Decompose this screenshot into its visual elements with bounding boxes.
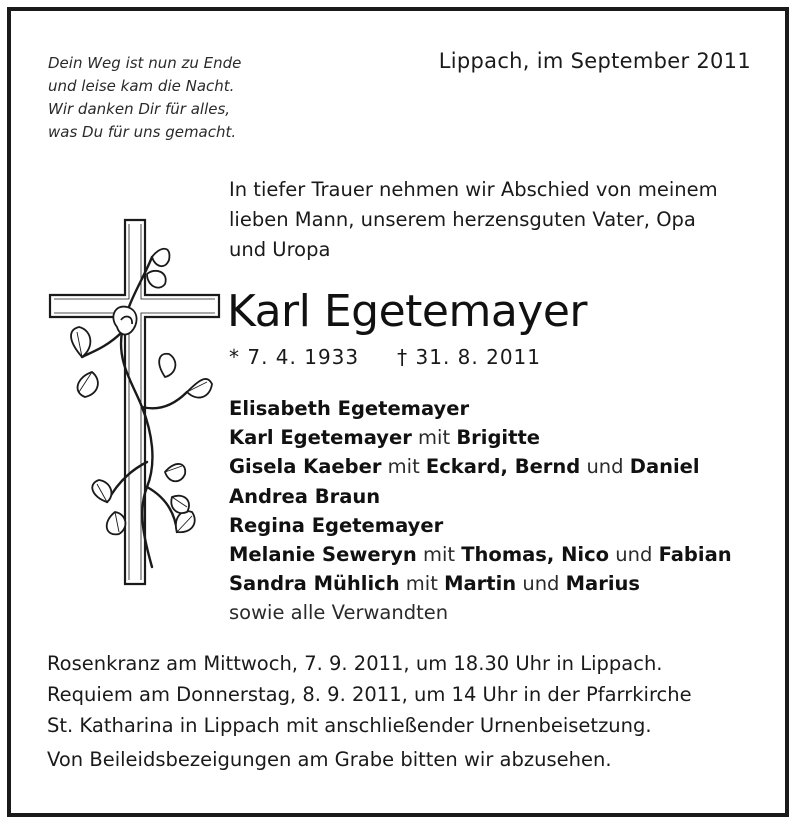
intro-text bbox=[229, 175, 769, 265]
connector-word: und bbox=[615, 543, 653, 567]
mourner-name: Elisabeth Egetemayer bbox=[229, 397, 470, 420]
deceased-name: Karl Egetemayer bbox=[227, 286, 587, 337]
mourner-name: Melanie Seweryn bbox=[229, 543, 417, 567]
connector-word: mit bbox=[387, 455, 420, 479]
mourner-row bbox=[229, 394, 769, 423]
mourner-name: Thomas, Nico bbox=[461, 543, 610, 567]
mourner-name: Andrea Braun bbox=[229, 484, 381, 508]
intro-line: In tiefer Trauer nehmen wir Abschied von meinem bbox=[229, 178, 718, 201]
condolence-note: Von Beileidsbezeigungen am Grabe bitten wir abzusehen. bbox=[47, 748, 612, 771]
service-line: Requiem am Donnerstag, 8. 9. 2011, um 14 Uhr in der Pfarrkirche bbox=[47, 683, 692, 706]
poem-line: und leise kam die Nacht. bbox=[48, 77, 235, 95]
mourner-name: Fabian bbox=[658, 543, 732, 567]
service-line: Rosenkranz am Mittwoch, 7. 9. 2011, um 18.30 Uhr in Lippach. bbox=[47, 652, 663, 675]
intro-line: und Uropa bbox=[229, 238, 331, 261]
service-details bbox=[47, 648, 777, 741]
mourner-row bbox=[229, 452, 769, 481]
intro-line: lieben Mann, unserem herzensguten Vater, Opa bbox=[229, 208, 696, 231]
poem-line: was Du für uns gemacht. bbox=[48, 123, 237, 141]
mourners-list bbox=[229, 394, 769, 628]
mourner-name: Sandra Mühlich bbox=[229, 572, 400, 596]
life-dates bbox=[229, 345, 541, 369]
mourner-name: Martin bbox=[444, 572, 517, 596]
poem-line: Dein Weg ist nun zu Ende bbox=[48, 54, 242, 72]
mourner-name: Daniel bbox=[629, 455, 700, 479]
mourner-name: Brigitte bbox=[456, 426, 540, 450]
mourner-row bbox=[229, 511, 769, 540]
mourner-row bbox=[229, 569, 769, 598]
death-date: † 31. 8. 2011 bbox=[397, 345, 541, 369]
mourner-name: Regina Egetemayer bbox=[229, 513, 444, 537]
cross-with-rose-icon bbox=[47, 212, 222, 587]
connector-word: und bbox=[522, 572, 560, 596]
connector-word: und bbox=[586, 455, 624, 479]
mourner-row bbox=[229, 540, 769, 569]
mourner-name: Gisela Kaeber bbox=[229, 455, 382, 479]
mourner-row bbox=[229, 482, 769, 511]
connector-word: mit bbox=[422, 543, 456, 567]
mourner-name: Karl Egetemayer bbox=[229, 426, 412, 450]
poem-line: Wir danken Dir für alles, bbox=[48, 100, 231, 118]
mourner-name: Eckard, Bernd bbox=[425, 455, 581, 479]
service-line: St. Katharina in Lippach mit anschließender Urnenbeisetzung. bbox=[47, 714, 652, 737]
birth-date: * 7. 4. 1933 bbox=[229, 345, 360, 369]
connector-word: mit bbox=[405, 572, 438, 596]
connector-word: mit bbox=[418, 426, 451, 450]
mourners-closing: sowie alle Verwandten bbox=[229, 601, 449, 625]
dateline: Lippach, im September 2011 bbox=[438, 49, 751, 73]
poem bbox=[48, 52, 308, 144]
mourner-row bbox=[229, 423, 769, 452]
mourner-name: Marius bbox=[565, 572, 641, 596]
